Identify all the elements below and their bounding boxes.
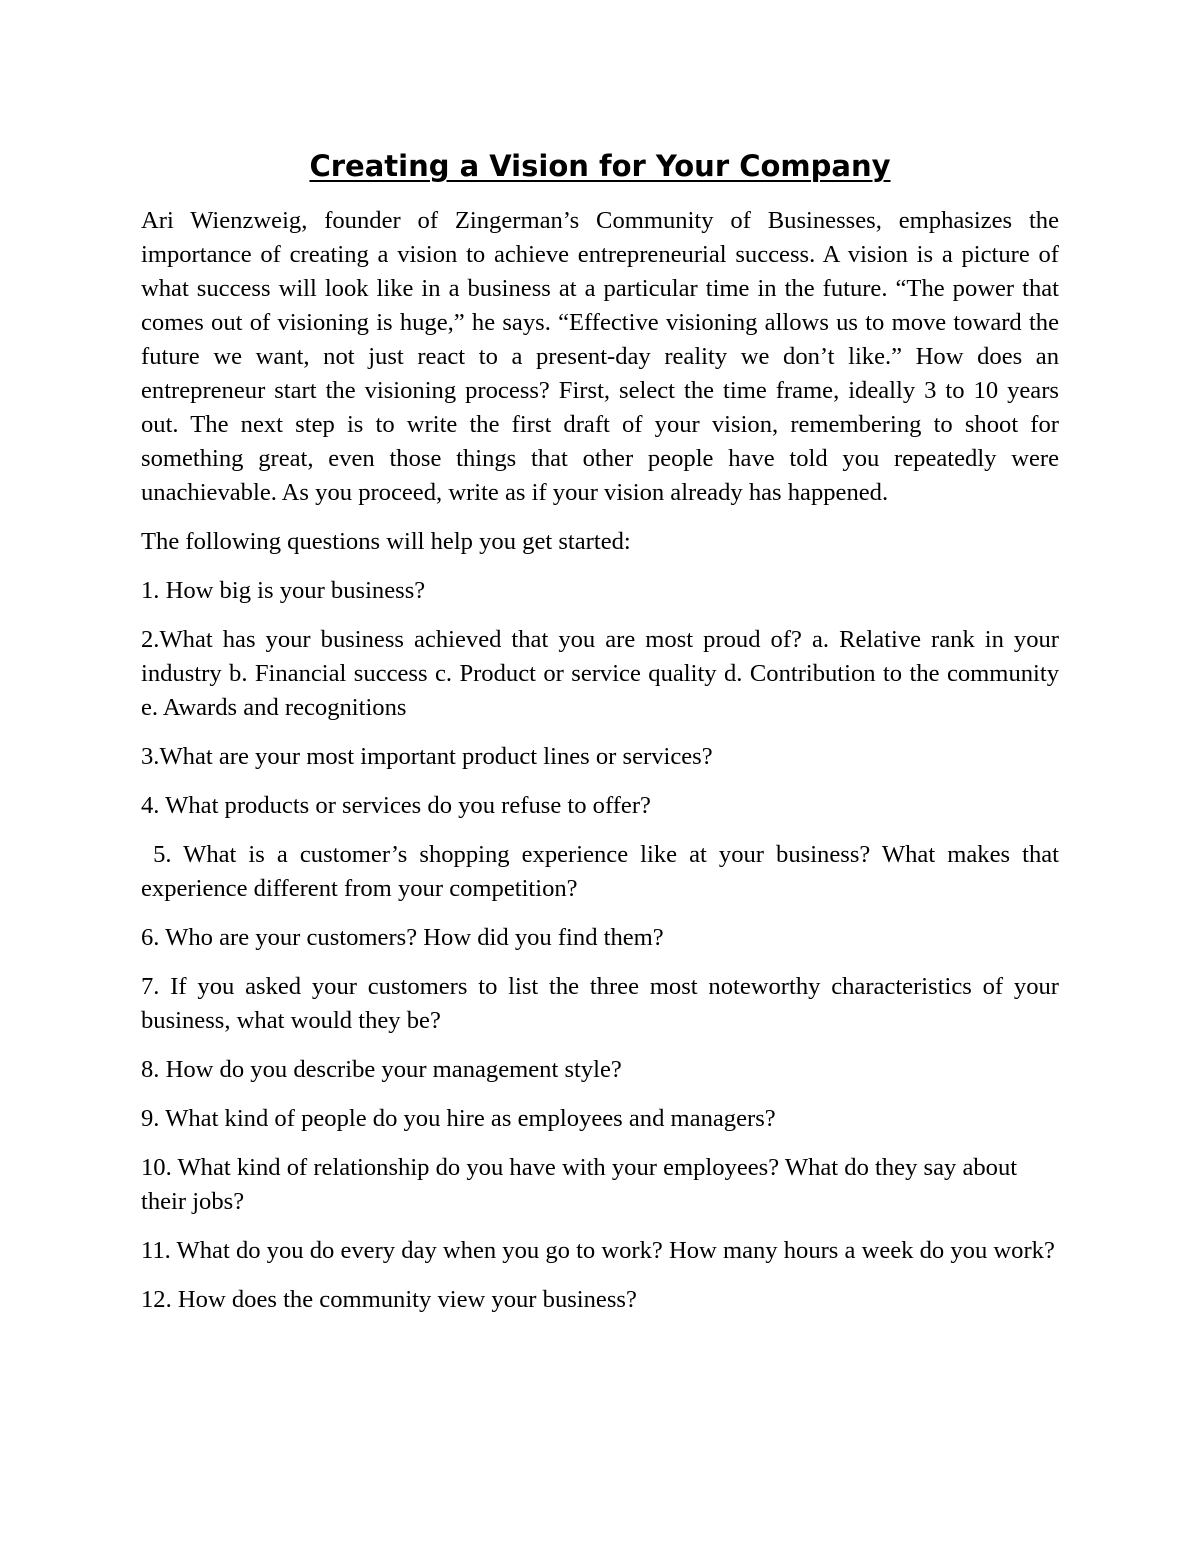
intro-paragraph: Ari Wienzweig, founder of Zingerman’s Community of Businesses, emphasizes the importance of creating a vision to achieve entrepreneurial success. A vision is a picture of what success will look like in a business at a particular time in the future. “The power that comes out of visioning is huge,” he says. “Effective visioning allows us to move toward the future we want, not just react to a present-day reality we don’t like.” How does an entrepreneur start the visioning process? First, select the time frame, ideally 3 to 10 years out. The next step is to write the first draft of your vision, remembering to shoot for something great, even those things that other people have told you repeatedly were unachievable. As you proceed, write as if your vision already has happened. <box>141 207 1059 506</box>
lead-in-paragraph: The following questions will help you get started: <box>141 528 631 555</box>
question-7: 7. If you asked your customers to list the three most noteworthy characteristics of your business, what would they be? <box>141 973 1059 1034</box>
page-title: Creating a Vision for Your Company <box>309 149 891 183</box>
question-3: 3.What are your most important product lines or services? <box>141 743 713 770</box>
question-1: 1. How big is your business? <box>141 577 426 604</box>
question-8: 8. How do you describe your management style? <box>141 1056 622 1083</box>
document-body <box>141 204 1066 1332</box>
question-12: 12. How does the community view your business? <box>141 1286 637 1313</box>
question-11: 11. What do you do every day when you go to work? How many hours a week do you work? <box>141 1237 1055 1264</box>
question-2: 2.What has your business achieved that you are most proud of? a. Relative rank in your industry b. Financial success c. Product or service quality d. Contribution to the community e. Awards and recognitions <box>141 626 1059 721</box>
question-4: 4. What products or services do you refuse to offer? <box>141 792 651 819</box>
question-6: 6. Who are your customers? How did you find them? <box>141 924 664 951</box>
question-9: 9. What kind of people do you hire as employees and managers? <box>141 1105 776 1132</box>
question-10: 10. What kind of relationship do you have with your employees? What do they say about their jobs? <box>141 1154 1018 1215</box>
question-5: 5. What is a customer’s shopping experience like at your business? What makes that experience different from your competition? <box>141 841 1066 902</box>
